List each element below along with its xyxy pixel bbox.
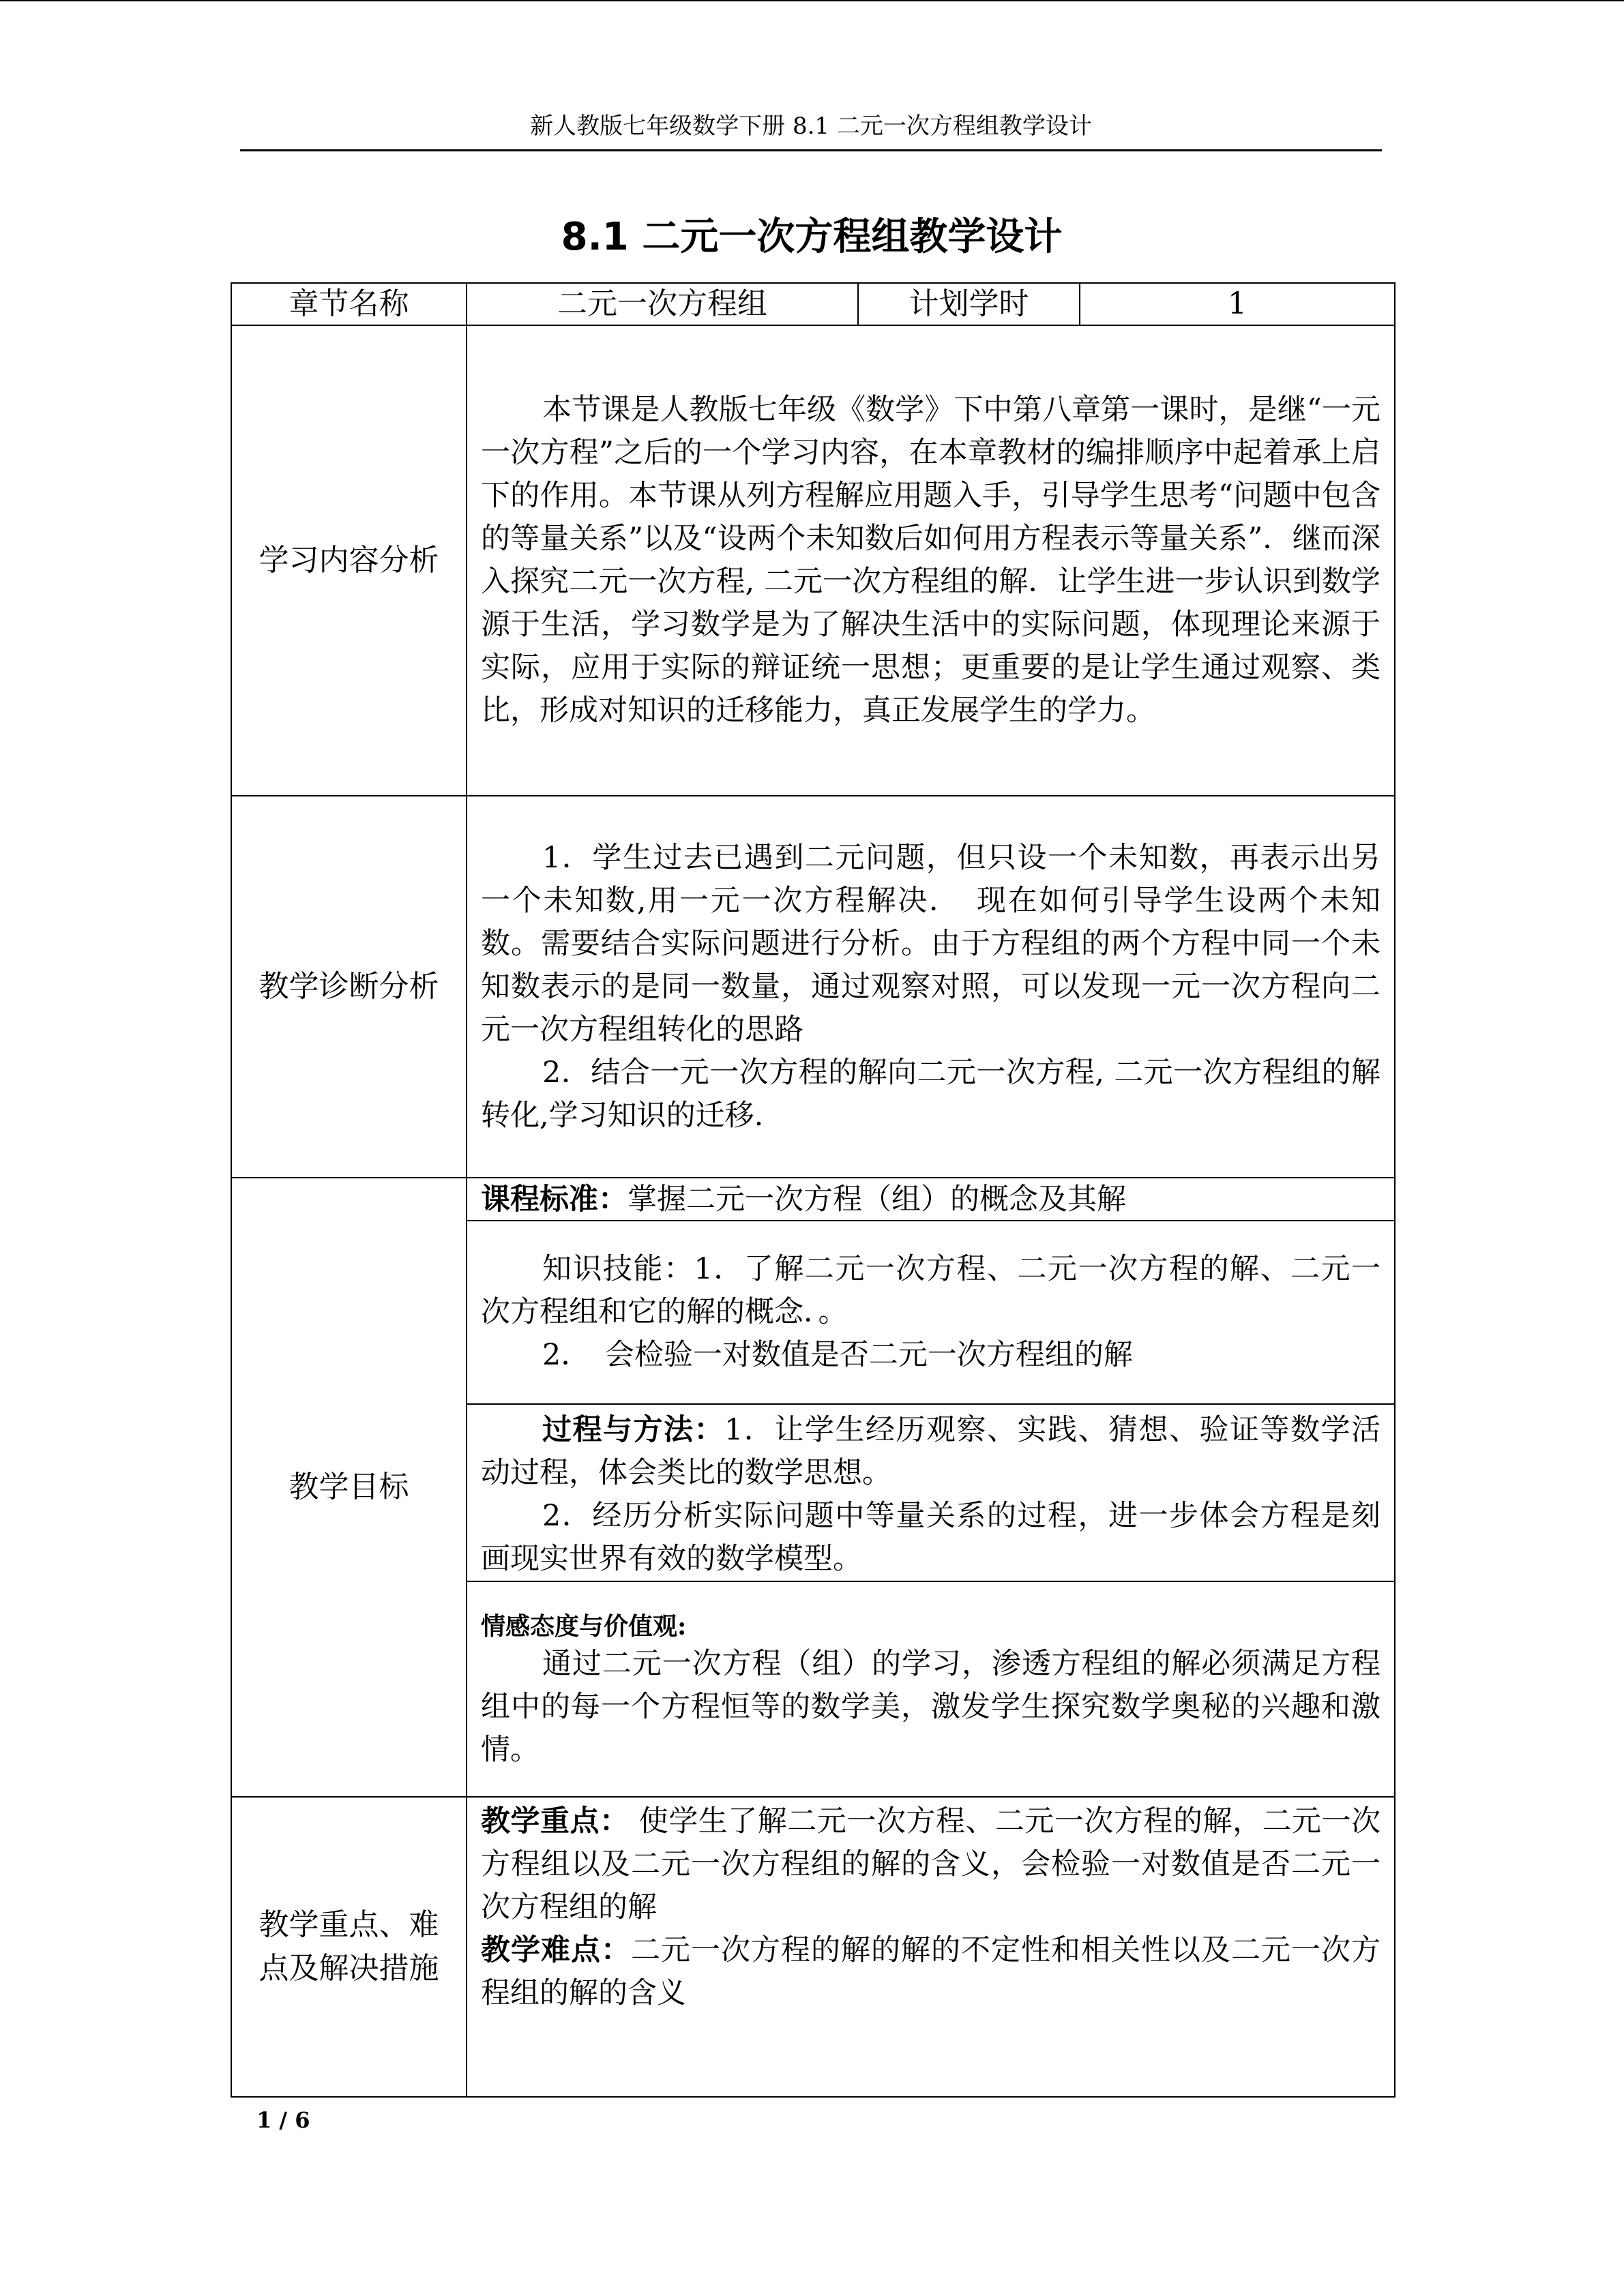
attitude-values-label: 情感态度与价值观: [481, 1611, 687, 1641]
course-standard-text: 掌握二元一次方程（组）的概念及其解 [628, 1182, 1126, 1217]
content-analysis-label: 学习内容分析 [231, 325, 467, 796]
table-row [231, 1797, 1395, 2097]
document-title: 8.1 二元一次方程组教学设计 [561, 215, 1063, 259]
teaching-focus-label: 教学重点： [481, 1804, 630, 1838]
chapter-name-label: 章节名称 [231, 283, 467, 325]
planned-hours-value: 1 [1080, 283, 1395, 325]
header-rule [240, 149, 1382, 151]
table-row [231, 1178, 1395, 1797]
teaching-difficulty-label: 教学难点： [481, 1933, 631, 1967]
planned-hours-label: 计划学时 [858, 283, 1080, 325]
page-top-border [0, 0, 1624, 1]
process-paragraph-1: 1．让学生经历观察、实践、猜想、验证等数学活动过程，体会类比的数学思想。 [481, 1413, 1381, 1490]
course-standard-row [467, 1178, 1394, 1221]
attitude-values-row [467, 1581, 1394, 1796]
teaching-focus-text: 使学生了解二元一次方程、二元一次方程的解，二元一次方程组以及二元一次方程组的解的含义，会检验一对数值是否二元一次方程组的解 [481, 1804, 1381, 1924]
attitude-values-text: 通过二元一次方程（组）的学习，渗透方程组的解必须满足方程组中的每一个方程恒等的数学美，激发学生探究数学奥秘的兴趣和激情。 [481, 1646, 1381, 1767]
table-row [231, 325, 1395, 796]
content-analysis-text: 本节课是人教版七年级《数学》下中第八章第一课时，是继“一元一次方程”之后的一个学习内容，在本章教材的编排顺序中起着承上启下的作用。本节课从列方程解应用题入手，引导学生思考“问题中包含的等量关系”以及“设两个未知数后如何用方程表示等量关系”．继而深入探究二元一次方程, 二元一次方程组的解．让学生进一步认识到数学源于生活，学习数学是为了解决生活中的实际问题，体现理论来源于实际，应用于实际的辩证统一思想；更重要的是让学生通过观察、类比，形成对知识的迁移能力，真正发展学生的学力。 [481, 393, 1381, 728]
diagnosis-label: 教学诊断分析 [231, 796, 467, 1178]
goals-label: 教学目标 [231, 1178, 467, 1797]
keypoints-label: 教学重点、难点及解决措施 [231, 1797, 467, 2097]
goals-subtable [467, 1178, 1394, 1796]
diagnosis-paragraph-1: 1．学生过去已遇到二元问题，但只设一个未知数，再表示出另一个未知数,用一元一次方程解决． 现在如何引导学生设两个未知数。需要结合实际问题进行分析。由于方程组的两个方程中同一个未知数表示的是同一数量，通过观察对照，可以发现一元一次方程向二元一次方程组转化的思路 [481, 840, 1381, 1047]
running-header: 新人教版七年级数学下册 8.1 二元一次方程组教学设计 [530, 113, 1092, 140]
teaching-difficulty-text: 二元一次方程的解的解的不定性和相关性以及二元一次方程组的解的含义 [481, 1933, 1381, 2010]
knowledge-paragraph-2: 2． 会检验一对数值是否二元一次方程组的解 [542, 1338, 1133, 1372]
process-paragraph-2: 2．经历分析实际问题中等量关系的过程，进一步体会方程是刻画现实世界有效的数学模型。 [481, 1499, 1381, 1576]
chapter-name-value: 二元一次方程组 [467, 283, 858, 325]
table-row [231, 796, 1395, 1178]
content-analysis-cell [467, 325, 1395, 796]
page-number: 1 / 6 [256, 2107, 310, 2133]
goals-cell [467, 1178, 1395, 1797]
process-method-row [467, 1404, 1394, 1581]
process-method-label: 过程与方法： [542, 1413, 725, 1447]
course-standard-label: 课程标准： [481, 1182, 628, 1217]
table-row [231, 283, 1395, 325]
knowledge-paragraph-1: 知识技能：1．了解二元一次方程、二元一次方程的解、二元一次方程组和它的解的概念．。 [481, 1252, 1381, 1329]
diagnosis-paragraph-2: 2．结合一元一次方程的解向二元一次方程, 二元一次方程组的解转化,学习知识的迁移. [481, 1055, 1381, 1133]
lesson-design-table [231, 282, 1396, 2098]
knowledge-skills-row [467, 1221, 1394, 1404]
keypoints-cell [467, 1797, 1395, 2097]
diagnosis-cell [467, 796, 1395, 1178]
